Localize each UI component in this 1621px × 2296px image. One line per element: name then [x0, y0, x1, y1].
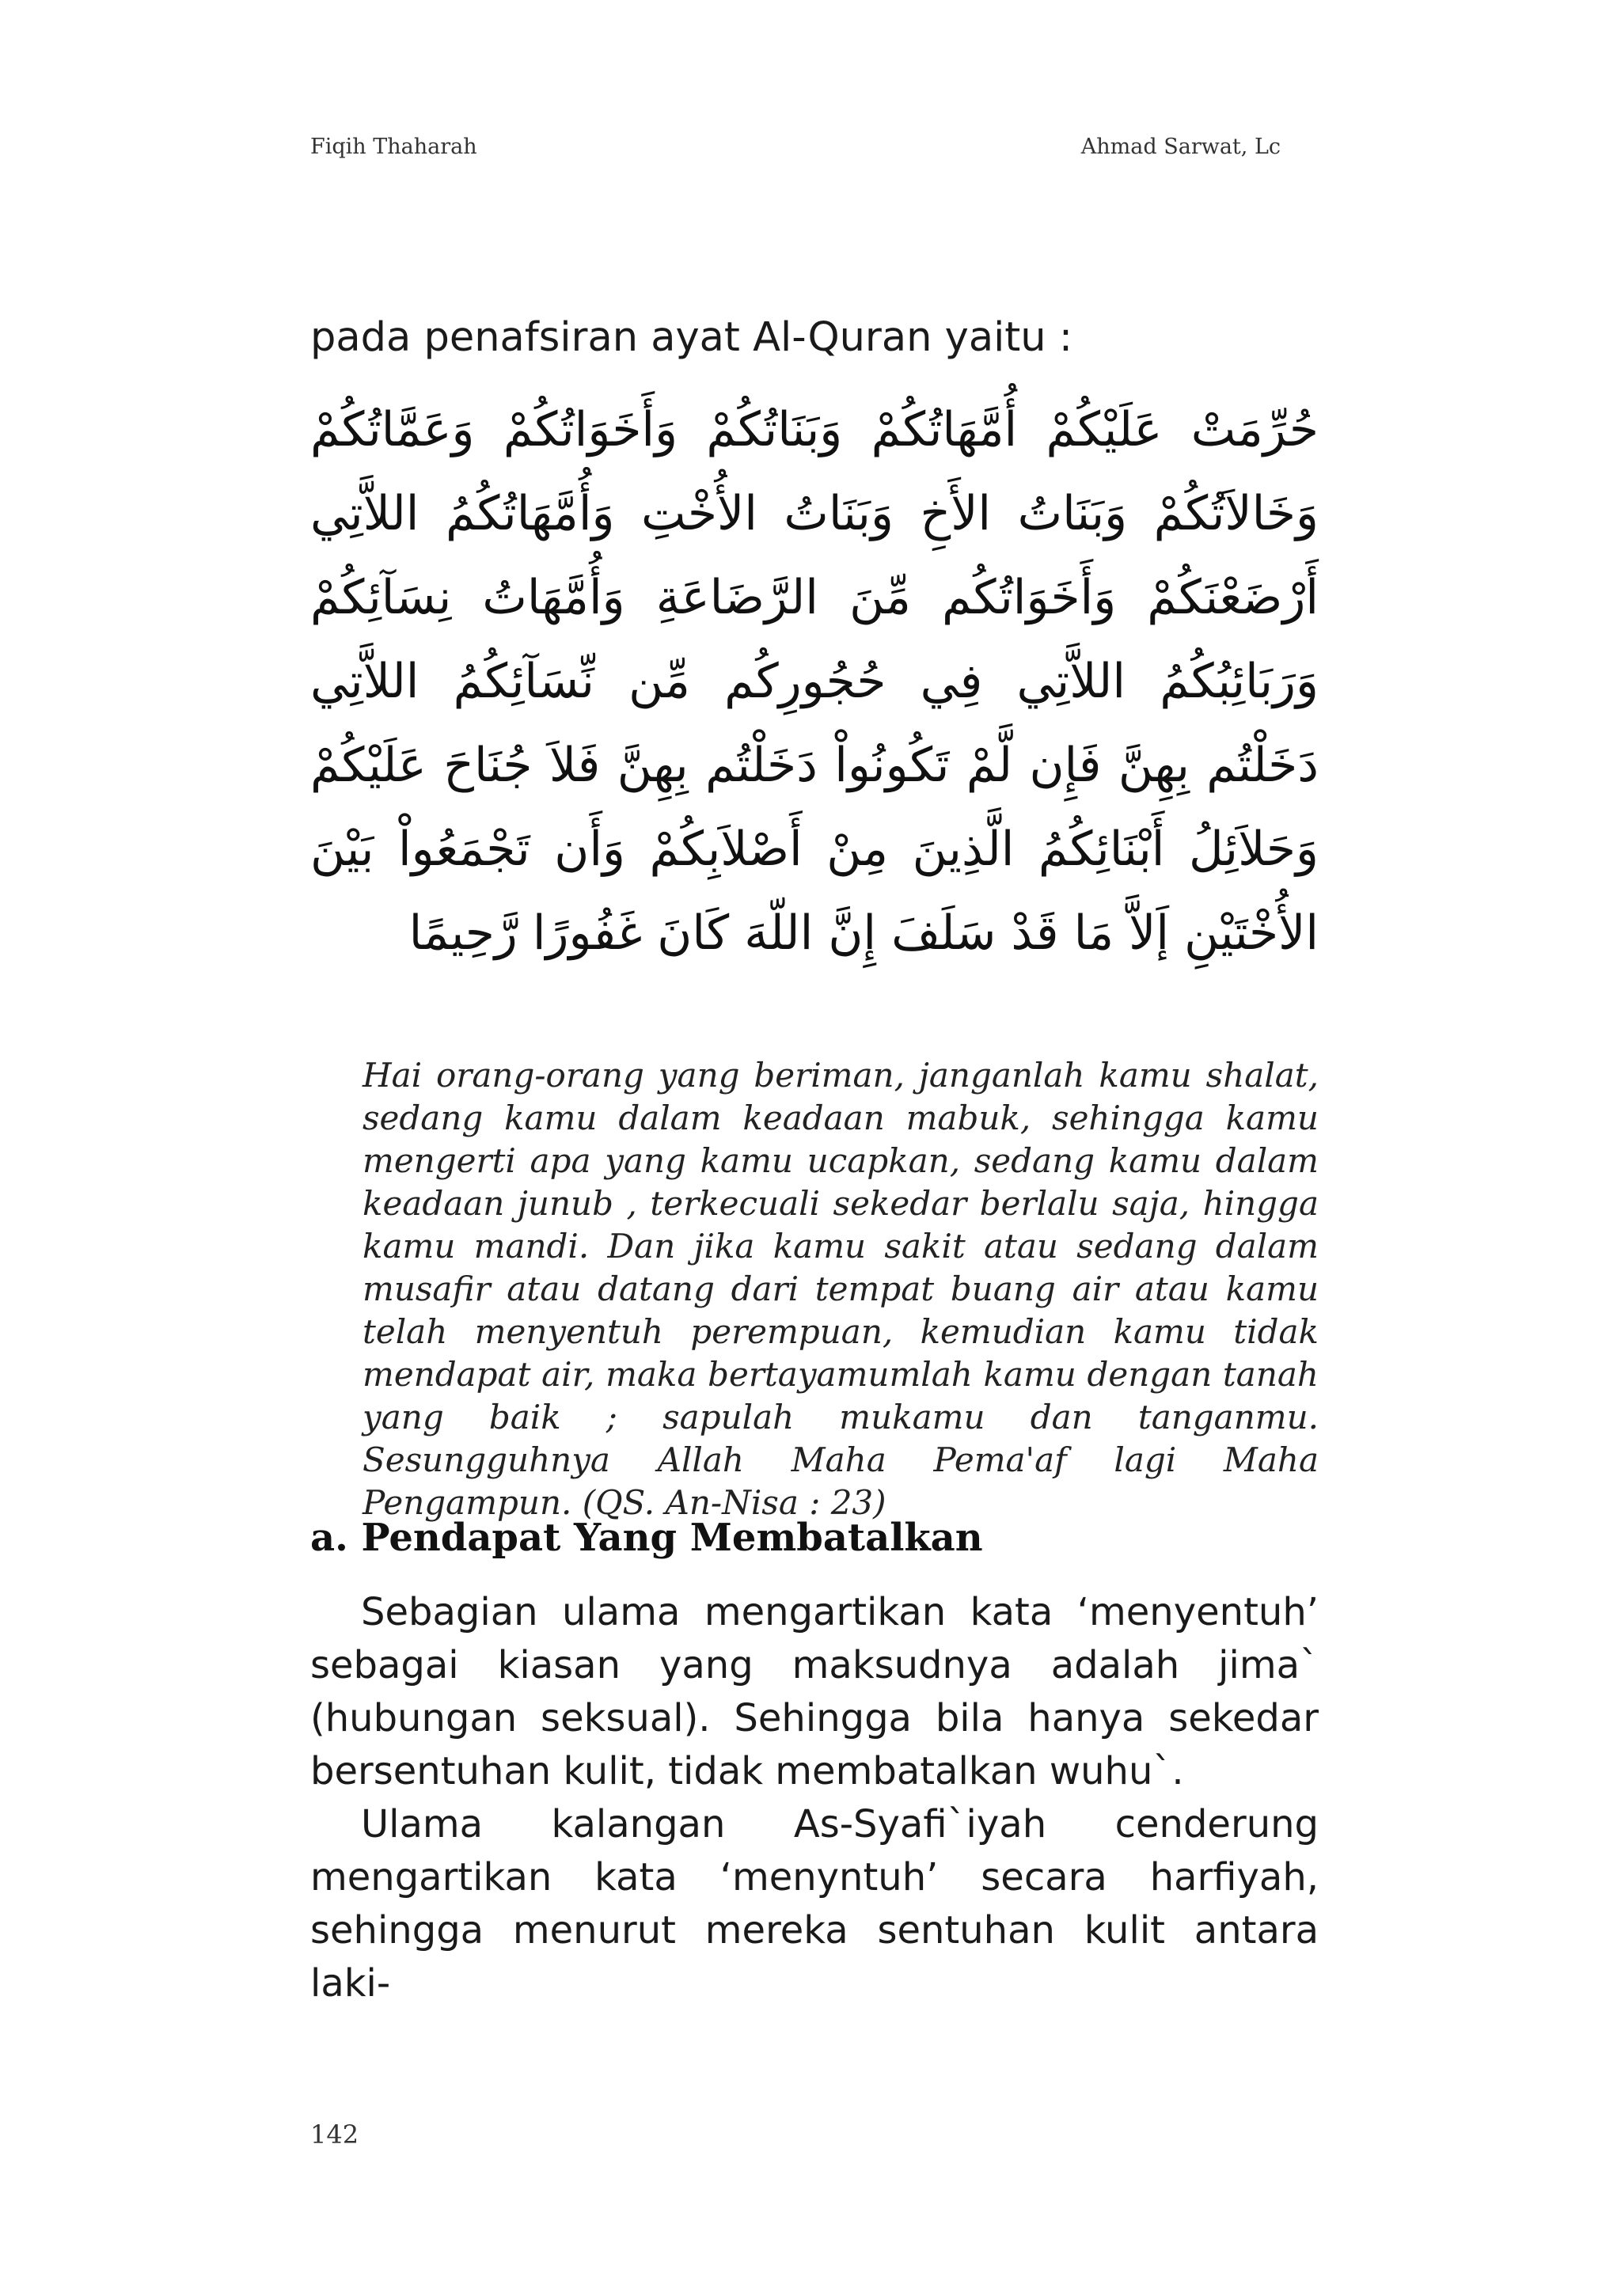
- section-heading: a. Pendapat Yang Membatalkan: [310, 1516, 983, 1560]
- arabic-verse: حُرِّمَتْ عَلَيْكُمْ أُمَّهَاتُكُمْ وَبَنَاتُكُمْ وَأَخَوَاتُكُمْ وَعَمَّاتُكُمْ وَخَالاَتُكُمْ وَبَنَاتُ الأَخِ وَبَنَاتُ الأُخْتِ وَأُمَّهَاتُكُمُ اللاَّتِي أَرْضَعْنَكُمْ وَأَخَوَاتُكُم مِّنَ الرَّضَاعَةِ وَأُمَّهَاتُ نِسَآئِكُمْ وَرَبَائِبُكُمُ اللاَّتِي فِي حُجُورِكُم مِّن نِّسَآئِكُمُ اللاَّتِي دَخَلْتُم بِهِنَّ فَإِن لَّمْ تَكُونُواْ دَخَلْتُم بِهِنَّ فَلاَ جُنَاحَ عَلَيْكُمْ وَحَلاَئِلُ أَبْنَائِكُمُ الَّذِينَ مِنْ أَصْلاَبِكُمْ وَأَن تَجْمَعُواْ بَيْنَ الأُخْتَيْنِ إَلاَّ مَا قَدْ سَلَفَ إِنَّ اللّهَ كَانَ غَفُورًا رَّحِيمًا: [310, 402, 1319, 961]
- header-book-title: Fiqih Thaharah: [310, 135, 477, 159]
- header-author: Ahmad Sarwat, Lc: [1080, 135, 1281, 159]
- paragraph: Sebagian ulama mengartikan kata ‘menyentuh’ sebagai kiasan yang maksudnya adalah jima` (hubungan seksual). Sehingga bila hanya sekedar bersentuhan kulit, tidak membatalkan wuhu`.: [310, 1590, 1319, 1793]
- verse-translation: Hai orang-orang yang beriman, janganlah kamu shalat, sedang kamu dalam keadaan mabuk, sehingga kamu mengerti apa yang kamu ucapkan, sedang kamu dalam keadaan junub , terkecuali sekedar berlalu saja, hingga kamu mandi. Dan jika kamu sakit atau sedang dalam musafir atau datang dari tempat buang air atau kamu telah menyentuh perempuan, kemudian kamu tidak mendapat air, maka bertayamumlah kamu dengan tanah yang baik ; sapulah mukamu dan tanganmu. Sesungguhnya Allah Maha Pema'af lagi Maha Pengampun. (QS. An-Nisa : 23): [363, 1056, 1319, 1522]
- page-number: 142: [310, 2120, 359, 2150]
- running-header: [310, 135, 1281, 166]
- intro-line: pada penafsiran ayat Al-Quran yaitu :: [310, 314, 1072, 361]
- body-text: [310, 1586, 1319, 2010]
- paragraph: Ulama kalangan As-Syafi`iyah cenderung mengartikan kata ‘menyntuh’ secara harfiyah, sehingga menurut mereka sentuhan kulit antara laki-: [310, 1802, 1319, 2006]
